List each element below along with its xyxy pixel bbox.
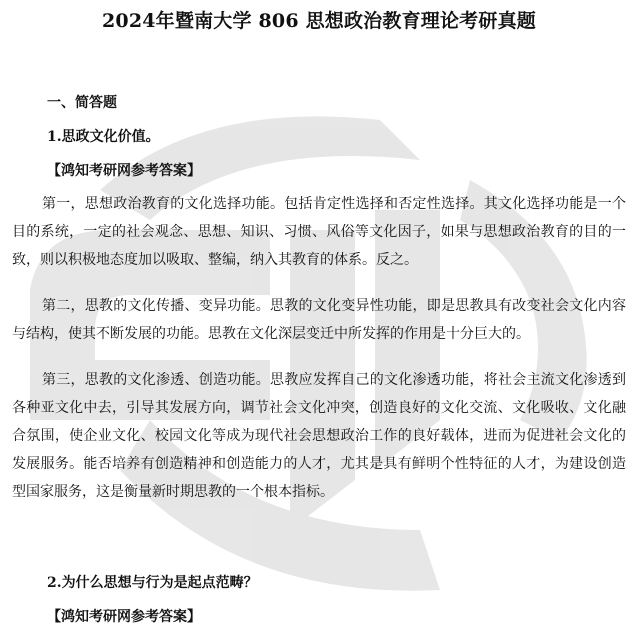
- answer-1-paragraph-2: 第二，思教的文化传播、变异功能。思教的文化变异性功能，即是思教具有改变社会文化内容与结构，使其不断发展的功能。思教在文化深层变迁中所发挥的作用是十分巨大的。: [12, 298, 626, 342]
- question-1-title: 1.思政文化价值。: [47, 129, 160, 145]
- section-heading: 一、简答题: [47, 95, 117, 111]
- question-1-answer-label: 【鸿知考研网参考答案】: [47, 163, 201, 179]
- answer-1-paragraph-3: 第三，思教的文化渗透、创造功能。思教应发挥自己的文化渗透功能，将社会主流文化渗透到各种亚文化中去，引导其发展方向，调节社会文化冲突，创造良好的文化交流、文化吸收、文化融合氛围，使企业文化、校园文化等成为现代社会思想政治工作的良好载体，进而为促进社会文化的发展服务。能否培养有创造精神和创造能力的人才，尤其是具有鲜明个性特征的人才，为建设创造型国家服务，这是衡量新时期思教的一个根本指标。: [12, 372, 626, 500]
- question-2-answer-label: 【鸿知考研网参考答案】: [47, 609, 201, 625]
- document-title: 2024年暨南大学 806 思想政治教育理论考研真题: [102, 10, 536, 32]
- question-2-title: 2.为什么思想与行为是起点范畴？: [47, 575, 258, 591]
- answer-1-paragraph-1: 第一，思想政治教育的文化选择功能。包括肯定性选择和否定性选择。其文化选择功能是一个目的系统，一定的社会观念、思想、知识、习惯、风俗等文化因子，如果与思想政治教育的目的一致，则以积极地态度加以吸取、整编，纳入其教育的体系。反之。: [12, 196, 626, 268]
